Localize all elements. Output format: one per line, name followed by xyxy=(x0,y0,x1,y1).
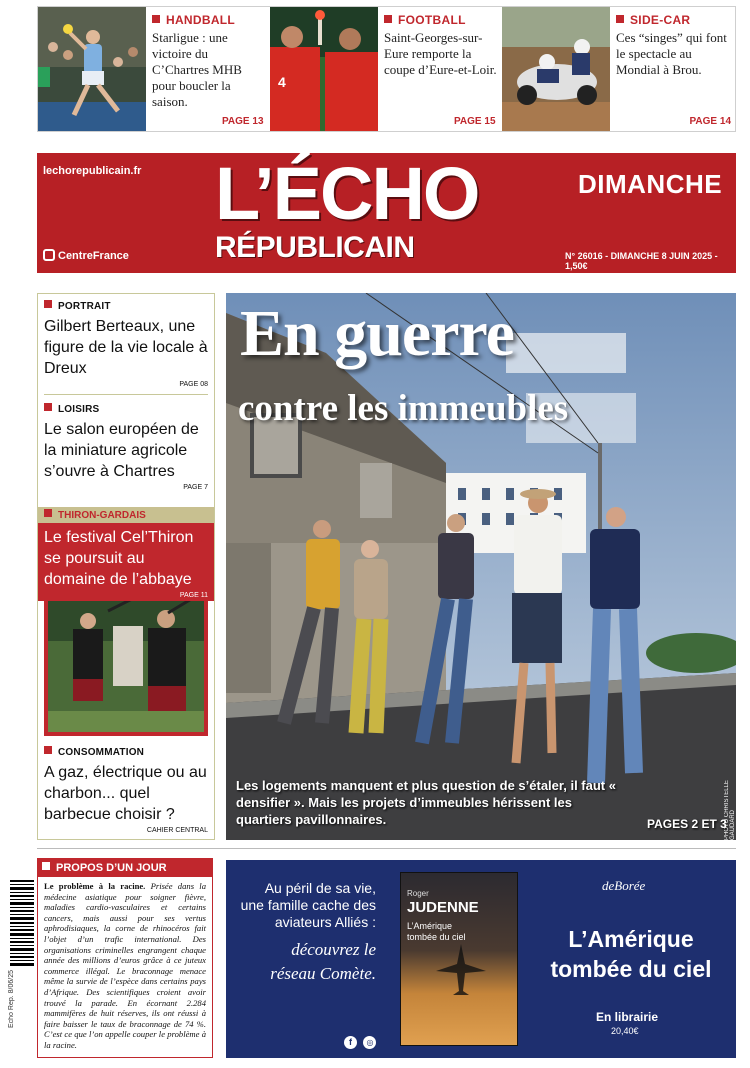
propos-text xyxy=(38,877,212,1055)
article-title: Le festival Cel’Thiron se poursuit au domaine de l’abbaye xyxy=(44,529,194,588)
article-page: CAHIER CENTRAL xyxy=(146,827,208,834)
issue-info: N° 26016 - DIMANCHE 8 JUIN 2025 - 1,50€ xyxy=(565,251,718,271)
article-title: Gilbert Berteaux, une figure de la vie locale à Dreux xyxy=(44,318,208,377)
teaser-text: Ces “singes” qui font le spectacle au Mondial à Brou. xyxy=(616,30,727,77)
portrait-article[interactable] xyxy=(38,294,214,394)
facebook-icon[interactable]: f xyxy=(344,1036,357,1049)
barcode xyxy=(10,878,34,968)
article-kicker: LOISIRS xyxy=(44,403,208,415)
ad-lead: Au péril de sa vie, une famille cache des aviateurs Alliés : xyxy=(240,880,376,930)
sidecar-photo[interactable] xyxy=(502,7,610,131)
book-author: JUDENNE xyxy=(407,899,479,916)
edition-day: DIMANCHE xyxy=(578,169,723,199)
book-advertisement[interactable] xyxy=(226,860,736,1058)
loisirs-article[interactable] xyxy=(38,395,214,507)
article-kicker: PORTRAIT xyxy=(44,300,208,312)
hero-caption: Les logements manquent et plus question de s’étaler, il faut « densifier ». Mais les projets d’immeubles hérissent les quartiers pavillonnaires. xyxy=(236,778,616,827)
headline[interactable]: En guerre xyxy=(240,297,514,370)
book-title: L’Amérique tombée du ciel xyxy=(407,921,466,942)
barcode-text: Echo Rep. 8/06/25 xyxy=(8,970,15,1028)
publisher-logo: deBorée xyxy=(602,878,646,893)
teaser-kicker: HANDBALL xyxy=(152,13,267,27)
divider xyxy=(37,848,736,849)
article-title: Le salon européen de la miniature agricole s’ouvre à Chartres xyxy=(44,421,199,480)
thiron-article[interactable] xyxy=(38,523,214,601)
centrefrance-icon xyxy=(43,249,55,261)
article-page: PAGE 7 xyxy=(183,484,208,491)
teaser-text: Saint-Georges-sur-Eure remporte la coupe d’Eure-et-Loir. xyxy=(384,30,497,77)
football-photo[interactable] xyxy=(270,7,378,131)
left-column xyxy=(37,293,215,840)
consommation-article[interactable] xyxy=(38,736,214,834)
teaser-page: PAGE 15 xyxy=(454,116,496,127)
ad-price: 20,40€ xyxy=(611,1026,639,1036)
logo-title[interactable]: L’ÉCHO xyxy=(215,152,479,235)
teaser-bar xyxy=(37,6,736,132)
propos-box[interactable] xyxy=(37,858,213,1058)
teaser-handball[interactable] xyxy=(152,13,267,129)
propos-body: Prisée dans la médecine asiatique pour soigner fièvre, maladies cardio-vasculaires et certains cancers, mais aussi pour ses vertus aphrodisiaques, la corne de rhinocéros fait l’objet d’un trafic international. Des organisations criminelles engrangent chaque année des millions d’euros grâce à ce juteux commerce illégal. Le braconnage menace même la survie de l’espèce dans certains pays d’Afrique. Des scientifiques croient avoir trouvé la parade. En écornant 2.284 mammifères de huit réserves, ils ont réussi à faire baisser le taux de braconnage de 74 %. C’est ce que l’on appelle couper le problème à la racine. xyxy=(44,881,206,1050)
logo-subtitle: RÉPUBLICAIN xyxy=(215,231,415,264)
handball-photo[interactable] xyxy=(38,7,146,131)
propos-heading: PROPOS D’UN JOUR xyxy=(38,859,212,877)
teaser-kicker: FOOTBALL xyxy=(384,13,499,27)
headline-sub[interactable]: contre les immeubles xyxy=(238,388,569,429)
en-librairie: En librairie xyxy=(596,1010,659,1024)
article-kicker: CONSOMMATION xyxy=(44,746,208,758)
hero-photo[interactable] xyxy=(226,293,736,840)
hero-pages: PAGES 2 ET 3 xyxy=(647,817,727,831)
instagram-icon[interactable]: ◎ xyxy=(363,1036,376,1049)
social-icons xyxy=(344,1032,376,1050)
ad-italic: découvrez le réseau Comète. xyxy=(270,940,376,983)
teaser-page: PAGE 13 xyxy=(222,116,264,127)
masthead xyxy=(37,153,736,273)
photo-credit: PHOTO CHRISTELLE GAUDARD xyxy=(724,780,736,840)
ad-big-title: L’Amérique tombée du ciel xyxy=(550,926,712,982)
article-page: PAGE 11 xyxy=(179,592,208,599)
book-author-first: Roger xyxy=(407,889,429,898)
book-cover[interactable] xyxy=(400,872,518,1046)
propos-lead: Le problème à la racine. xyxy=(44,881,146,891)
teaser-page: PAGE 14 xyxy=(689,116,731,127)
article-page: PAGE 08 xyxy=(179,381,208,388)
teaser-kicker: SIDE-CAR xyxy=(616,13,731,27)
teaser-sidecar[interactable] xyxy=(616,13,731,129)
centrefrance-logo: CentreFrance xyxy=(43,249,129,262)
website-link[interactable]: lechorepublicain.fr xyxy=(43,165,142,177)
svg-text:4: 4 xyxy=(278,74,286,90)
teaser-football[interactable] xyxy=(384,13,499,129)
bagpipers-photo[interactable] xyxy=(44,601,208,736)
teaser-text: Starligue : une victoire du C’Chartres MHB pour boucler la saison. xyxy=(152,30,242,109)
thiron-kicker: THIRON-GARDAIS xyxy=(38,507,214,523)
airplane-icon xyxy=(431,939,491,999)
article-title: A gaz, électrique ou au charbon... quel barbecue choisir ? xyxy=(44,764,207,823)
